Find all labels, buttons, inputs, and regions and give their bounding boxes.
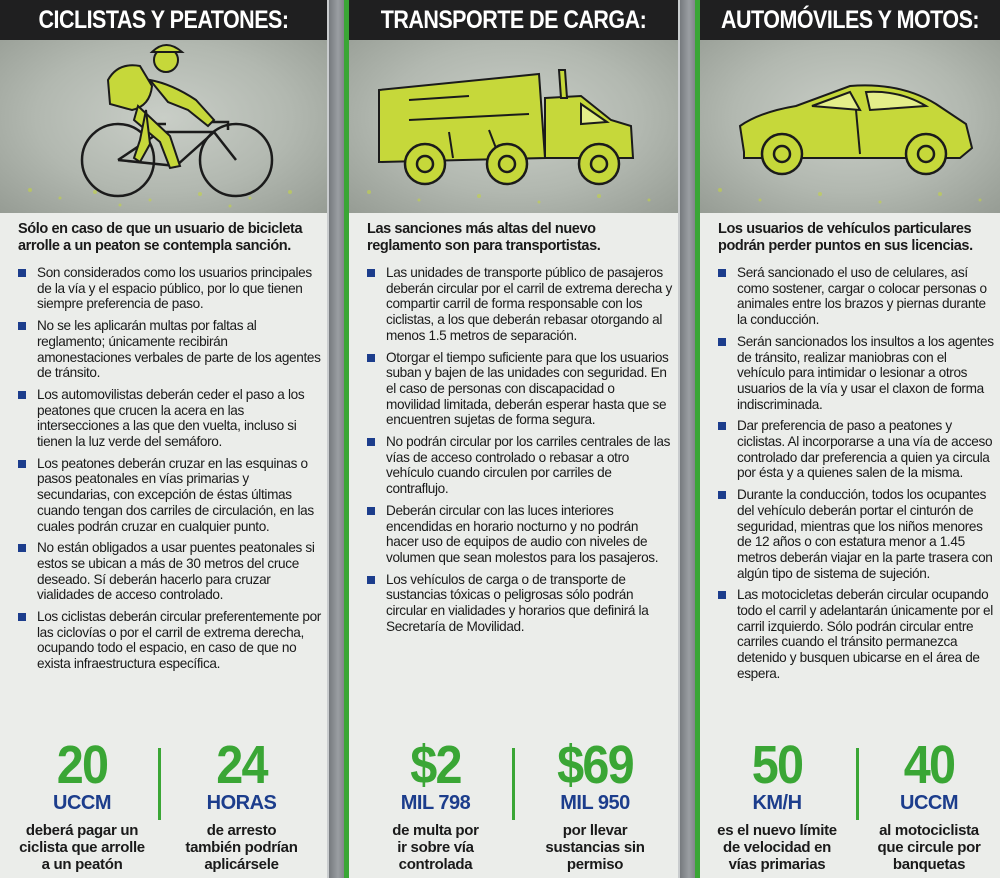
bullet-square-icon	[367, 269, 375, 277]
list-item: No podrán circular por los carriles centrales de las vías de acceso controlado o rebasar a otro vehículo cuando circulen por carriles de contraflujo.	[367, 434, 672, 497]
column-transporte-carga	[349, 0, 678, 878]
stat-description: de arresto también podrían aplicársele	[185, 822, 298, 873]
stat-separator	[856, 748, 859, 820]
column-header	[349, 0, 678, 40]
column-ciclistas-peatones	[0, 0, 327, 878]
bullet-square-icon	[718, 269, 726, 277]
stats-row	[349, 735, 678, 878]
stat-block	[12, 735, 152, 873]
stat-unit: UCCM	[900, 792, 958, 814]
truck-icon	[349, 40, 678, 213]
stat-unit: MIL 798	[400, 792, 471, 814]
list-item: Será sancionado el uso de celulares, así como sostener, cargar o colocar personas o animales entre los brazos y piernas durante la conducción.	[718, 265, 994, 328]
column-title: CICLISTAS Y PEATONES:	[38, 6, 289, 34]
stat-block	[860, 735, 998, 873]
bullet-square-icon	[367, 507, 375, 515]
list-item: Deberán circular con las luces interiores encendidas en horario nocturno y no podrán hacer uso de equipos de audio con niveles de volumen que sean molestos para los pasajeros.	[367, 503, 672, 566]
list-item: Los ciclistas deberán circular preferentemente por las ciclovías o por el carril de extrema derecha, ocupando todo el espacio, en caso de que no exista infraestructura específica.	[18, 609, 321, 672]
bullet-square-icon	[718, 422, 726, 430]
intro-text: Los usuarios de vehículos particulares podrán perder puntos en sus licencias.	[718, 221, 973, 254]
stat-block	[164, 735, 319, 873]
column-title: TRANSPORTE DE CARGA:	[380, 6, 647, 34]
bullet-square-icon	[718, 338, 726, 346]
stat-block	[363, 735, 508, 873]
bullet-square-icon	[18, 460, 26, 468]
car-icon	[700, 40, 1000, 213]
stat-description: al motociclista que circule por banquetas	[877, 822, 981, 873]
bullet-square-icon	[18, 613, 26, 621]
stat-number: $69	[557, 735, 633, 795]
list-item: Los automovilistas deberán ceder el paso a los peatones que crucen la acera en las intersecciones a las que den vuelta, incluso si tienen la luz verde del semáforo.	[18, 387, 321, 450]
stat-unit: HORAS	[206, 792, 277, 814]
column-automoviles-motos	[700, 0, 1000, 878]
bullet-square-icon	[18, 544, 26, 552]
bullet-list	[18, 265, 321, 678]
bullet-list	[367, 265, 672, 640]
bullet-square-icon	[18, 391, 26, 399]
column-header	[0, 0, 327, 40]
stat-number: 40	[903, 735, 955, 795]
column-divider-2	[678, 0, 700, 878]
stat-description: es el nuevo límite de velocidad en vías primarias	[717, 822, 837, 873]
list-item: Las unidades de transporte público de pasajeros deberán circular por el carril de extrema derecha y compartir carril de forma responsable con los ciclistas, a los que deberán rebasar otorgando al menos 1.5 metros de separación.	[367, 265, 672, 344]
stat-number: 24	[216, 735, 267, 795]
bullet-square-icon	[718, 491, 726, 499]
stats-row	[0, 735, 327, 878]
stat-number: $2	[410, 735, 461, 795]
bullet-square-icon	[18, 322, 26, 330]
cyclist-icon	[0, 40, 327, 213]
stat-description: por llevar sustancias sin permiso	[545, 822, 645, 873]
stat-number: 20	[56, 735, 108, 795]
list-item: Dar preferencia de paso a peatones y ciclistas. Al incorporarse a una vía de acceso controlado dar preferencia a quien ya circula por ésta y a quienes salen de la misma.	[718, 418, 994, 481]
stat-unit: MIL 950	[560, 792, 630, 814]
bullet-square-icon	[367, 576, 375, 584]
stat-separator	[158, 748, 161, 820]
stat-description: de multa por ir sobre vía controlada	[392, 822, 479, 873]
list-item: No están obligados a usar puentes peatonales si estos se ubican a más de 30 metros del cruce deseado. Sí deberán hacerlo para cruzar vialidades de acceso controlado.	[18, 540, 321, 603]
stat-description: deberá pagar un ciclista que arrolle a un peatón	[19, 822, 145, 873]
bullet-square-icon	[18, 269, 26, 277]
list-item: Durante la conducción, todos los ocupantes del vehículo deberán portar el cinturón de seguridad, mientras que los niños menores de 12 años o con estatura menor a 1.45 metros deberán viajar en la parte trasera con algún tipo de sistema de sujeción.	[718, 487, 994, 581]
stat-separator	[512, 748, 515, 820]
list-item: Serán sancionados los insultos a los agentes de tránsito, realizar maniobras con el vehículo para intimidar o lesionar a otros usuarios de la vía y usar el claxon de forma indiscriminada.	[718, 334, 994, 413]
stat-block	[519, 735, 671, 873]
column-divider-1	[327, 0, 349, 878]
intro-text: Sólo en caso de que un usuario de bicicleta arrolle a un peaton se contempla sanción.	[18, 221, 303, 254]
list-item: Otorgar el tiempo suficiente para que los usuarios suban y bajen de las unidades con seguridad. En el caso de personas con discapacidad o movilidad limitada, deberán esperar hasta que se encuentren sujetas de forma segura.	[367, 350, 672, 429]
stat-number: 50	[751, 735, 803, 795]
list-item: Los vehículos de carga o de transporte de sustancias tóxicas o peligrosas sólo podrán circular en vialidades y horarios que definirá la Secretaría de Movilidad.	[367, 572, 672, 635]
intro-text: Las sanciones más altas del nuevo reglamento son para transportistas.	[367, 221, 601, 254]
stat-unit: UCCM	[53, 792, 111, 814]
bullet-list	[718, 265, 994, 688]
stat-block	[702, 735, 852, 873]
stats-row	[700, 735, 1000, 878]
list-item: Los peatones deberán cruzar en las esquinas o pasos peatonales en vías primarias y secundarias, con excepción de éstas últimas cuando tengan dos carriles de circulación, en las cuales podrán cruzar en cualquier punto.	[18, 456, 321, 535]
list-item: Las motocicletas deberán circular ocupando todo el carril y adelantarán únicamente por el carril izquierdo. Sólo podrán circular entre carriles cuando el tránsito permanezca detenido y busquen ubicarse en el área de espera.	[718, 587, 994, 681]
list-item: Son considerados como los usuarios principales de la vía y el espacio público, por lo que tienen siempre preferencia de paso.	[18, 265, 321, 312]
bullet-square-icon	[367, 354, 375, 362]
list-item: No se les aplicarán multas por faltas al reglamento; únicamente recibirán amonestaciones verbales de parte de los agentes de tránsito.	[18, 318, 321, 381]
stat-unit: KM/H	[752, 792, 802, 814]
bullet-square-icon	[718, 591, 726, 599]
bullet-square-icon	[367, 438, 375, 446]
column-header	[700, 0, 1000, 40]
column-title: AUTOMÓVILES Y MOTOS:	[721, 6, 980, 34]
